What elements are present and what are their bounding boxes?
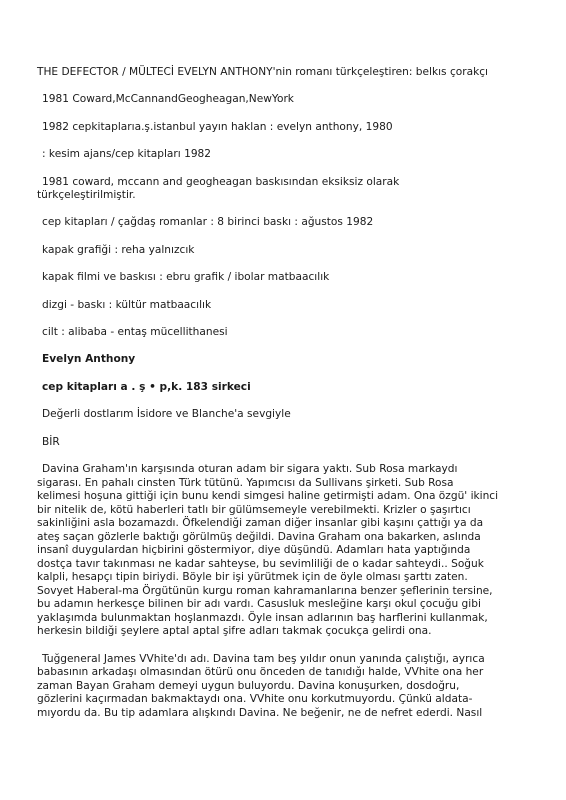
paragraph-line: insanî duygulardan hiçbirini göstermiyor, diye düşündü. Adamları hata yaptığında: [37, 544, 471, 557]
copyright-kesim: : kesim ajans/cep kitapları 1982: [42, 148, 212, 161]
typesetting-line: dizgi - baskı : kültür matbaacılık: [42, 298, 212, 311]
paragraph-2: [37, 653, 537, 721]
paragraph-line: dostça tavır takınması ne kadar sahteyse, bu sevimliliği de o kadar sahteydi.. Soğuk: [37, 557, 484, 570]
title-line: THE DEFECTOR / MÜLTECİ EVELYN ANTHONY'nin romanı türkçeleştiren: belkıs çorakçı: [37, 66, 488, 78]
paragraph-line: bir nitelik de, kötü haberleri tatlı bir gülümsemeyle verebilmekti. Krizler o şaşırtıcı: [37, 503, 471, 516]
paragraph-line: mıyordu da. Bu tip adamlara alışkındı Davina. Ne beğenir, ne de nefret ederdi. Nasıl: [37, 706, 483, 719]
paragraph-line: sigarası. En pahalı cinsten Türk tütünü. Yapımcısı da Sullivans şirketi. Sub Rosa: [37, 476, 454, 489]
paragraph-line: Tuğgeneral James VVhite'dı adı. Davina tam beş yıldır onun yanında çalıştığı, ayrıca: [42, 652, 485, 665]
publisher-line: cep kitapları a . ş • p,k. 183 sirkeci: [42, 380, 251, 393]
paragraph-line: bu adamın herkesçe bilinen bir adı vardı. Casusluk mesleğine karşı okul çocuğu gibi: [37, 598, 481, 611]
translation-note-2: türkçeleştirilmiştir.: [37, 189, 136, 202]
author-name: Evelyn Anthony: [42, 353, 136, 366]
paragraph-line: Davina Graham'ın karşısında oturan adam bir sigara yaktı. Sub Rosa markaydı: [42, 463, 458, 476]
cover-design-line: kapak grafiği : reha yalnızcık: [42, 243, 195, 256]
paragraph-line: Sovyet Haberal-ma Örgütünün kurgu roman kahramanlarına benzer şeflerinin tersine,: [37, 584, 493, 597]
paragraph-line: kelimesi hoşuna gittiği için bunu kendi simgesi haline getirmişti adam. Ona özgü' ikinci: [37, 490, 499, 503]
copyright-1982: 1982 cepkitaplarıa.ş.istanbul yayın haklan : evelyn anthony, 1980: [42, 120, 393, 133]
copyright-1981: 1981 Coward,McCannandGeogheagan,NewYork: [42, 93, 294, 106]
dedication: Değerli dostlarım İsidore ve Blanche'a sevgiyle: [42, 408, 291, 421]
translation-note-1: 1981 coward, mccann and geogheagan baskısından eksiksiz olarak: [42, 175, 400, 188]
paragraph-line: kalpli, hesapçı tipin biriydi. Böyle bir işi yürütmek için de öyle olması şarttı zaten.: [37, 571, 468, 584]
paragraph-1: [37, 463, 537, 639]
paragraph-line: sakinliğini asla bozamazdı. Öfkelendiği zaman diğer insanlar gibi kaşını çattığı ya da: [37, 517, 484, 530]
paragraph-line: herkesin bildiği şeylere aptal aptal şifre adları takmak çocukça gelirdi ona.: [37, 625, 432, 638]
paragraph-line: zaman Bayan Graham demeyi uygun buluyordu. Davina konuşurken, dosdoğru,: [37, 679, 460, 692]
paragraph-line: gözlerini kaçırmadan bakmaktaydı ona. VVhite onu korkutmuyordu. Çünkü aldata-: [37, 693, 473, 706]
paragraph-line: ateş saçan gözlerle baktığı görülmüş değildi. Davina Graham ona bakarken, aslında: [37, 530, 481, 543]
chapter-heading: BİR: [42, 435, 60, 448]
binding-line: cilt : alibaba - entaş mücellithanesi: [42, 326, 228, 339]
series-line: cep kitapları / çağdaş romanlar : 8 birinci baskı : ağustos 1982: [42, 216, 374, 229]
book-page: [37, 66, 537, 720]
paragraph-line: yaklaşımda bulunmaktan hoşlanmazdı. Öyle insan adlarının baş harflerini kullanmak,: [37, 611, 488, 624]
cover-film-line: kapak filmi ve baskısı : ebru grafik / ibolar matbaacılık: [42, 271, 330, 284]
paragraph-line: babasının arkadaşı olmasından ötürü onu önceden de tanıdığı halde, VVhite ona her: [37, 666, 484, 679]
